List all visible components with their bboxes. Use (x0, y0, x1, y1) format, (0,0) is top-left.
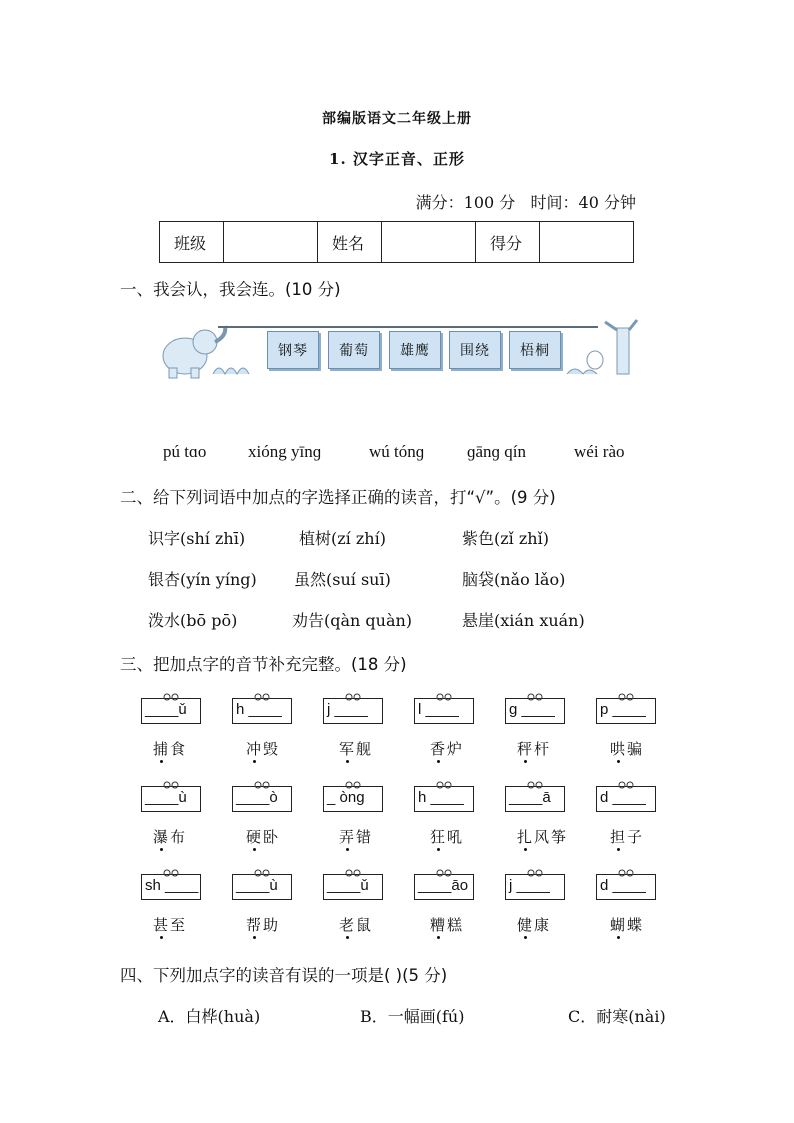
word: 秤杆 (517, 740, 552, 758)
ring-icon (163, 781, 179, 789)
pinyin-box[interactable] (323, 698, 383, 724)
pinyin-box-text: sh ____ (145, 877, 199, 894)
word: 健康 (517, 916, 552, 934)
pinyin-box[interactable] (414, 698, 474, 724)
option-a[interactable]: A．白桦(huà) (158, 1007, 261, 1026)
ring-icon (618, 869, 634, 877)
word-card[interactable]: 围绕 (449, 331, 501, 369)
pinyin-box[interactable] (596, 698, 656, 724)
pinyin-box[interactable] (323, 786, 383, 812)
choice-item[interactable]: 劝告(qàn quàn) (292, 611, 413, 630)
option-c[interactable]: C．耐寒(nài) (568, 1007, 666, 1026)
emphasis-dot (160, 936, 163, 939)
pinyin-box-text: d ____ (600, 789, 646, 806)
emphasis-dot (253, 848, 256, 851)
word-card[interactable]: 钢琴 (267, 331, 319, 369)
emphasis-dot (346, 760, 349, 763)
word: 老鼠 (339, 916, 374, 934)
emphasis-dot (160, 760, 163, 763)
word-card[interactable]: 葡萄 (328, 331, 380, 369)
section1-title: 一、我会认，我会连。(10 分) (120, 280, 341, 299)
word: 糟糕 (430, 916, 465, 934)
class-label: 班级 (160, 222, 224, 263)
pinyin-option[interactable]: wéi rào (574, 442, 625, 461)
pinyin-box[interactable] (596, 874, 656, 900)
pinyin-box-text: h ____ (418, 789, 464, 806)
section3-title: 三、把加点字的音节补充完整。(18 分) (120, 655, 407, 674)
score-label: 得分 (475, 222, 539, 263)
pinyin-box[interactable] (414, 786, 474, 812)
section4-title: 四、下列加点字的读音有误的一项是( )(5 分) (120, 966, 448, 985)
pinyin-box-text: p ____ (600, 701, 646, 718)
emphasis-dot (160, 848, 163, 851)
pinyin-box-text: j ____ (327, 701, 368, 718)
word: 蝴蝶 (610, 916, 645, 934)
pinyin-box-text: d ____ (600, 877, 646, 894)
emphasis-dot (346, 936, 349, 939)
choice-item[interactable]: 银杏(yín yíng) (148, 570, 257, 589)
pinyin-box[interactable] (596, 786, 656, 812)
ring-icon (254, 693, 270, 701)
word: 扎风筝 (517, 828, 569, 846)
pinyin-option[interactable]: ɡānɡ qín (467, 442, 527, 461)
time-limit: 时间：40 分钟 (530, 193, 636, 212)
name-field[interactable] (382, 222, 476, 263)
emphasis-dot (253, 936, 256, 939)
ring-icon (163, 693, 179, 701)
ring-icon (254, 869, 270, 877)
ring-icon (436, 781, 452, 789)
word: 甚至 (153, 916, 188, 934)
emphasis-dot (437, 848, 440, 851)
ring-icon (618, 693, 634, 701)
pinyin-option[interactable]: xióng yīnɡ (248, 442, 322, 461)
ring-icon (254, 781, 270, 789)
ring-icon (527, 781, 543, 789)
emphasis-dot (253, 760, 256, 763)
pinyin-box-text: _ ònɡ (327, 789, 365, 806)
pinyin-box[interactable] (232, 698, 292, 724)
pinyin-box-text: ____āo (418, 877, 469, 894)
pinyin-box[interactable] (505, 698, 565, 724)
word: 冲毁 (246, 740, 281, 758)
pinyin-box-text: ____ǔ (327, 877, 369, 894)
pinyin-box[interactable] (232, 786, 292, 812)
emphasis-dot (437, 760, 440, 763)
ring-icon (163, 869, 179, 877)
emphasis-dot (617, 760, 620, 763)
emphasis-dot (524, 760, 527, 763)
pinyin-box[interactable] (323, 874, 383, 900)
choice-item[interactable]: 识字(shí zhī) (148, 529, 246, 548)
pinyin-box[interactable] (505, 874, 565, 900)
word: 捕食 (153, 740, 188, 758)
word-card[interactable]: 梧桐 (509, 331, 561, 369)
info-table (159, 221, 634, 263)
section2-title: 二、给下列词语中加点的字选择正确的读音，打“√”。(9 分) (120, 488, 556, 507)
word: 哄骗 (610, 740, 645, 758)
ring-icon (527, 869, 543, 877)
pinyin-box[interactable] (141, 698, 201, 724)
pinyin-box-text: h ____ (236, 701, 282, 718)
hanging-rope (218, 326, 598, 328)
ring-icon (527, 693, 543, 701)
pinyin-box-text: ____ù (145, 789, 187, 806)
pinyin-box-text: j ____ (509, 877, 550, 894)
ring-icon (345, 693, 361, 701)
word: 硬卧 (246, 828, 281, 846)
pinyin-box[interactable] (232, 874, 292, 900)
ring-icon (345, 869, 361, 877)
choice-item[interactable]: 泼水(bō pō) (148, 611, 238, 630)
pinyin-option[interactable]: pú tɑo (163, 442, 207, 461)
word: 狂吼 (430, 828, 465, 846)
word: 香炉 (430, 740, 465, 758)
ring-icon (618, 781, 634, 789)
emphasis-dot (524, 848, 527, 851)
pinyin-box-text: ____ǔ (145, 701, 187, 718)
choice-item[interactable]: 悬崖(xián xuán) (462, 611, 585, 630)
word: 军舰 (339, 740, 374, 758)
lesson-title: 1. 汉字正音、正形 (329, 150, 465, 168)
choice-item[interactable]: 紫色(zǐ zhǐ) (462, 529, 549, 548)
word: 帮助 (246, 916, 281, 934)
emphasis-dot (437, 936, 440, 939)
class-field[interactable] (224, 222, 318, 263)
score-time (416, 190, 636, 213)
word: 弄错 (339, 828, 374, 846)
pinyin-box-text: ____ù (236, 877, 278, 894)
emphasis-dot (617, 936, 620, 939)
emphasis-dot (346, 848, 349, 851)
word-card[interactable]: 雄鹰 (389, 331, 441, 369)
score-field[interactable] (540, 222, 634, 263)
emphasis-dot (524, 936, 527, 939)
pinyin-box[interactable] (414, 874, 474, 900)
word: 担子 (610, 828, 645, 846)
ring-icon (436, 693, 452, 701)
emphasis-dot (617, 848, 620, 851)
pinyin-box[interactable] (505, 786, 565, 812)
full-score: 满分：100 分 (415, 193, 516, 212)
pinyin-box[interactable] (141, 786, 201, 812)
pinyin-box-text: g ____ (509, 701, 555, 718)
name-label: 姓名 (317, 222, 381, 263)
ring-icon (436, 869, 452, 877)
pinyin-box-text: l ____ (418, 701, 459, 718)
pinyin-box[interactable] (141, 874, 201, 900)
option-b[interactable]: B．一幅画(fú) (360, 1007, 465, 1026)
ring-icon (345, 781, 361, 789)
pinyin-option[interactable]: wú tónɡ (369, 442, 425, 461)
pinyin-box-text: ____ā (509, 789, 551, 806)
choice-item[interactable]: 植树(zí zhí) (299, 529, 386, 548)
choice-item[interactable]: 脑袋(nǎo lǎo) (462, 570, 566, 589)
choice-item[interactable]: 虽然(suí suī) (294, 570, 391, 589)
book-title: 部编版语文二年级上册 (322, 111, 472, 127)
word: 瀑布 (153, 828, 188, 846)
pinyin-box-text: ____ò (236, 789, 278, 806)
